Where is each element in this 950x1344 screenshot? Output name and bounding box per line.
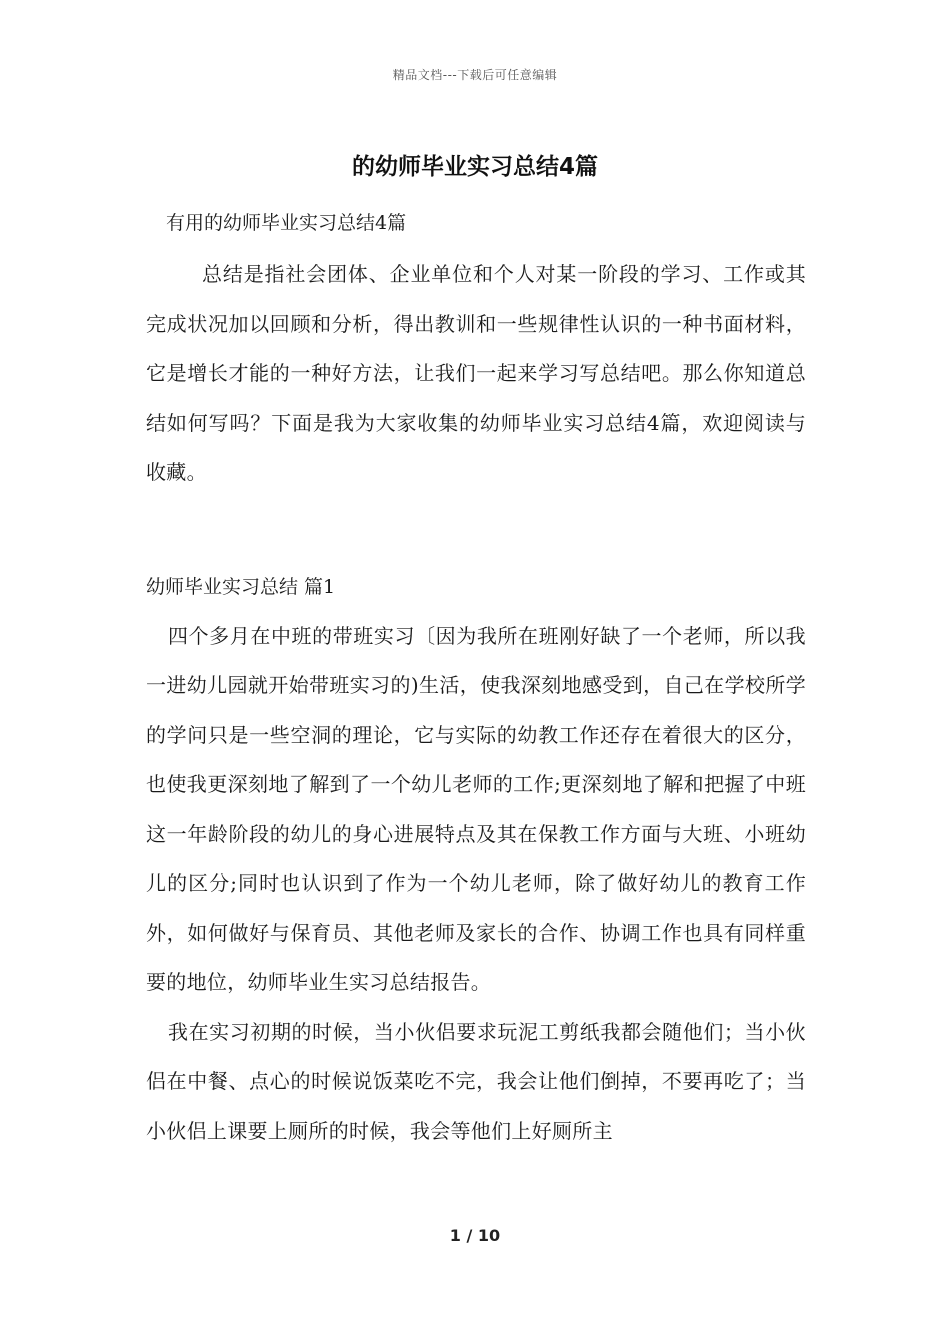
page-number: 1 / 10 [449, 1226, 501, 1245]
body-paragraph-1: 四个多月在中班的带班实习〔因为我所在班刚好缺了一个老师，所以我一进幼儿园就开始带班实习的)生活，使我深刻地感受到，自己在学校所学的学问只是一些空洞的理论，它与实际的幼教工作还存在着很大的区分，也使我更深刻地了解到了一个幼儿老师的工作;更深刻地了解和把握了中班这一年龄阶段的幼儿的身心进展特点及其在保教工作方面与大班、小班幼儿的区分;同时也认识到了作为一个幼儿老师，除了做好幼儿的教育工作外，如何做好与保育员、其他老师及家长的合作、协调工作也具有同样重要的地位，幼师毕业生实习总结报告。 [146, 623, 806, 994]
header-note: 精品文档---下载后可任意编辑 [392, 68, 558, 82]
page-title: 的幼师毕业实习总结4篇 [351, 154, 598, 180]
body-paragraph-2: 我在实习初期的时候，当小伙侣要求玩泥工剪纸我都会随他们；当小伙侣在中餐、点心的时候说饭菜吃不完，我会让他们倒掉，不要再吃了；当小伙侣上课要上厕所的时候，我会等他们上好厕所主 [146, 1019, 806, 1143]
document-body [146, 202, 806, 1156]
intro-paragraph: 总结是指社会团体、企业单位和个人对某一阶段的学习、工作或其完成状况加以回顾和分析，得出教训和一些规律性认识的一种书面材料，它是增长才能的一种好方法，让我们一起来学习写总结吧。那么你知道总结如何写吗？下面是我为大家收集的幼师毕业实习总结4篇，欢迎阅读与收藏。 [146, 262, 806, 484]
section-heading: 幼师毕业实习总结 篇1 [146, 575, 336, 598]
subtitle: 有用的幼师毕业实习总结4篇 [166, 212, 407, 234]
